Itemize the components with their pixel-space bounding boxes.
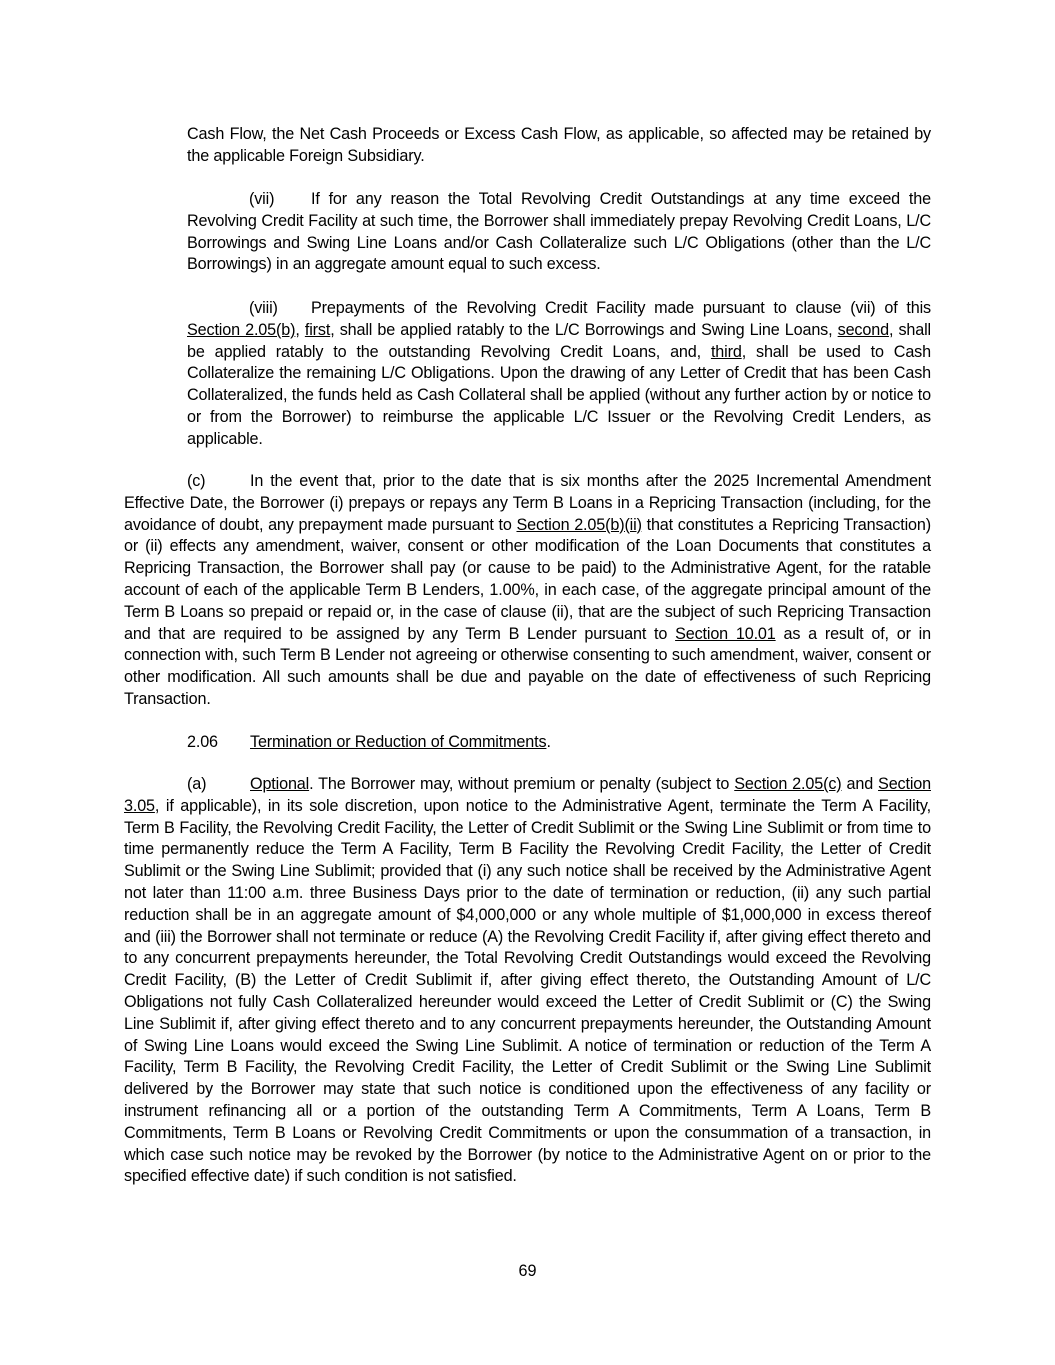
clause-label: (vii) [249,190,275,208]
section-title: Termination or Reduction of Commitments [250,733,547,751]
paragraph-text: that constitutes a Repricing Transaction) or (ii) effects any amendment, waiver, consent or other modification of the Loan Documents that constitutes a Repricing Transaction, the Borrower shall pay (or cause to be paid) to the Administrative Agent, for the ratable account of each of the applicable Term B Lenders, 1.00%, in each case, of the aggregate principal amount of the Term B Loans so prepaid or repaid or, in the case of clause (ii), that are the subject of such Repricing Transaction and that are required to be assigned by any Term B Lender pursuant to [124,515,931,643]
section-reference: Section 3.05 [124,775,931,815]
paragraph-viii [187,298,931,451]
paragraph-text: , shall be applied ratably to the L/C Borrowings and Swing Line Loans, [330,320,838,339]
section-reference: Section 2.05(b) [187,320,296,339]
paragraph-text: In the event that, prior to the date that is six months after the 2025 Incremental Amendment Effective Date, the Borrower (i) prepays or repays any Term B Loans in a Repricing Transaction (including, for the avoidance of doubt, any prepayment made pursuant to [124,472,931,534]
page-number: 69 [518,1262,537,1280]
paragraph-text: , [295,320,305,339]
emphasis-second: second [837,320,889,339]
paragraph-text: as a result of, or in connection with, such Term B Lender not agreeing or otherwise consenting to such amendment, waiver, consent or other modification. All such amounts shall be due and payable on the date of effectiveness of such Repricing Transaction. [124,624,931,708]
emphasis-first: first [304,320,331,339]
paragraph-text: . The Borrower may, without premium or penalty (subject to [309,775,735,793]
paragraph-text: , shall be applied ratably to the outstanding Revolving Credit Loans, and, [187,320,931,361]
paragraph-text: Prepayments of the Revolving Credit Facility made pursuant to clause (vii) of this [311,299,931,317]
paragraph-continuation [187,124,931,168]
paragraph-text: , if applicable), in its sole discretion, upon notice to the Administrative Agent, terminate the Term A Facility, Term B Facility, the Revolving Credit Facility, the Letter of Credit Sublimit or the Swing Line Sublimit or from time to time permanently reduce the Term A Facility, Term B Facility the Revolving Credit Facility, the Letter of Credit Sublimit or the Swing Line Sublimit; provided that (i) any such notice shall be received by the Administrative Agent not later than 11:00 a.m. three Business Days prior to the date of termination or reduction, (ii) any such partial reduction shall be in an aggregate amount of $4,000,000 or any whole multiple of $1,000,000 in excess thereof and (iii) the Borrower shall not terminate or reduce (A) the Revolving Credit Facility if, after giving effect thereto and to any concurrent prepayments hereunder, the Total Revolving Credit Outstandings would exceed the Revolving Credit Facility, (B) the Letter of Credit Sublimit if, after giving effect thereto, the Outstanding Amount of L/C Obligations not fully Cash Collateralized hereunder would exceed the Letter of Credit Sublimit or (C) the Swing Line Sublimit if, after giving effect thereto and to any concurrent prepayments hereunder, the Outstanding Amount of Swing Line Loans would exceed the Swing Line Sublimit. A notice of termination or reduction of the Term A Facility, Term B Facility, the Revolving Credit Facility, the Letter of Credit Sublimit or the Swing Line Sublimit delivered by the Borrower may state that such notice is conditioned upon the effectiveness of any facility or instrument refinancing all or a portion of the outstanding Term A Commitments, Term A Loans, Term B Commitments, Term B Loans or Revolving Credit Commitments or upon the consummation of a transaction, in which case such notice may be revoked by the Borrower (by notice to the Administrative Agent on or prior to the specified effective date) if such condition is not satisfied. [124,796,931,1186]
clause-label: (c) [187,472,206,490]
clause-label: (viii) [249,299,278,317]
paragraph-c [124,471,931,711]
clause-label: (a) [187,775,207,793]
paragraph-text: , shall be used to Cash Collateralize the remaining L/C Obligations. Upon the drawing of any Letter of Credit that has been Cash Collateralized, the funds held as Cash Collateral shall be applied (without any further action by or notice to or from the Borrower) to reimburse the applicable L/C Issuer or the Revolving Credit Lenders, as applicable. [187,342,931,448]
paragraph-text: Cash Flow, the Net Cash Proceeds or Excess Cash Flow, as applicable, so affected may be retained by the applicable Foreign Subsidiary. [187,125,931,165]
paragraph-text: If for any reason the Total Revolving Credit Outstandings at any time exceed the Revolving Credit Facility at such time, the Borrower shall immediately prepay Revolving Credit Loans, L/C Borrowings and Swing Line Loans and/or Cash Collateralize such L/C Obligations (other than the L/C Borrowings) in an aggregate amount equal to such excess. [187,190,931,274]
section-heading-2-06 [124,732,931,754]
heading-punctuation: . [546,733,551,751]
paragraph-text: and [841,775,879,793]
paragraph-vii [187,189,931,276]
section-number: 2.06 [187,733,218,751]
paragraph-a [124,774,931,1188]
subheading-optional: Optional [250,775,310,793]
section-reference: Section 2.05(b)(ii) [516,515,642,534]
section-reference: Section 2.05(c) [734,775,842,793]
emphasis-third: third [710,342,742,361]
section-reference: Section 10.01 [675,624,776,643]
